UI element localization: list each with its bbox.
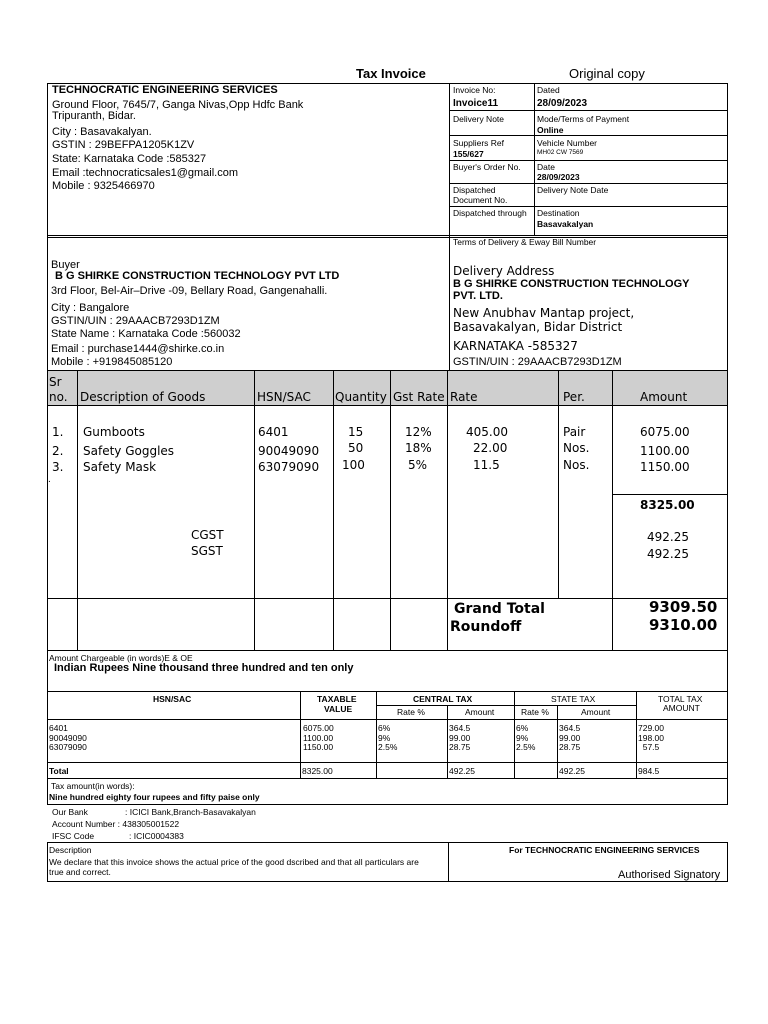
central-rate-header: Rate %: [397, 707, 425, 717]
tax-total-all: 984.5: [638, 766, 660, 776]
cgst-label: CGST: [191, 528, 224, 542]
state-rate-header: Rate %: [521, 707, 549, 717]
mode-label: Mode/Terms of Payment: [537, 114, 630, 124]
sgst-label: SGST: [191, 544, 223, 558]
dated-label: Dated: [537, 85, 560, 95]
item-2-gst: 18%: [405, 441, 432, 455]
mode-value: Online: [537, 125, 564, 135]
central-amount-header: Amount: [465, 707, 495, 717]
item-1-hsn: 6401: [258, 425, 289, 439]
item-2-rate: 22.00: [473, 441, 508, 455]
bank-label: Our Bank: [52, 807, 88, 817]
amount-words-label: Amount Chargeable (in words)E & OE: [49, 653, 193, 663]
declaration-line-2: true and correct.: [49, 867, 111, 877]
delivery-state: KARNATAKA -585327: [453, 339, 578, 353]
item-3-rate: 11.5: [473, 458, 500, 472]
seller-address-2: Tripuranth, Bidar.: [52, 110, 136, 122]
description-label: Description: [49, 845, 92, 855]
item-2-sr: 2.: [52, 444, 64, 458]
total-tax-header-2: AMOUNT: [663, 703, 700, 713]
invoice-no: Invoice11: [453, 98, 499, 109]
state-amount-header: Amount: [581, 707, 611, 717]
seller-gstin: GSTIN : 29BEFPA1205K1ZV: [52, 139, 195, 151]
header-per: Per.: [563, 390, 585, 404]
header-hsn: HSN/SAC: [257, 390, 311, 404]
grand-total: 9309.50: [649, 598, 718, 616]
buyer-state: State Name : Karnataka Code :560032: [51, 328, 241, 340]
delivery-line-2: Basavakalyan, Bidar District: [453, 320, 623, 334]
tax-total-label: Total: [49, 766, 69, 776]
tax-row-3-total: 57.5: [638, 742, 660, 752]
invoice-no-label: Invoice No:: [453, 85, 496, 95]
item-2-amount: 1100.00: [640, 444, 690, 458]
tax-row-2-c-rate: 9%: [378, 733, 391, 743]
vehicle-label: Vehicle Number: [537, 138, 598, 148]
tax-total-state: 492.25: [559, 766, 585, 776]
header-gst-rate: Gst Rate: [393, 390, 445, 404]
item-1-gst: 12%: [405, 425, 432, 439]
bank-account: Account Number : 438305001522: [52, 819, 180, 829]
tax-row-3-s-amt: 28.75: [559, 742, 581, 752]
suppliers-ref-label: Suppliers Ref: [453, 138, 505, 148]
tax-row-2-s-amt: 99.00: [559, 733, 581, 743]
item-3-sr: 3.: [52, 460, 64, 474]
item-1-per: Pair: [563, 425, 586, 439]
tax-row-1-s-rate: 6%: [516, 723, 529, 733]
delivery-note-label: Delivery Note: [453, 114, 505, 124]
vehicle-number: MH02 CW 7569: [537, 149, 584, 156]
buyer-address: 3rd Floor, Bel-Air–Drive -09, Bellary Road, Gangenahalli.: [51, 285, 328, 297]
item-3-desc: Safety Mask: [83, 460, 157, 474]
tax-row-3-s-rate: 2.5%: [516, 742, 536, 752]
terms-label: Terms of Delivery & Eway Bill Number: [453, 237, 597, 247]
delivery-note-date-label: Delivery Note Date: [537, 185, 609, 195]
document-title: Tax Invoice: [356, 66, 426, 81]
buyer-gstin: GSTIN/UIN : 29AAACB7293D1ZM: [51, 315, 220, 327]
dispatched-through-label: Dispatched through: [453, 208, 527, 218]
suppliers-ref: 155/627: [453, 149, 484, 159]
ifsc-label: IFSC Code: [52, 831, 95, 841]
destination-value: Basavakalyan: [537, 219, 594, 229]
tax-row-2-hsn: 90049090: [49, 733, 87, 743]
seller-city: City : Basavakalyan.: [52, 126, 152, 138]
destination-label: Destination: [537, 208, 580, 218]
header-amount: Amount: [640, 390, 688, 404]
items-table: [47, 370, 728, 651]
dispatched-doc-label-1: Dispatched: [453, 185, 496, 195]
declaration-line-1: We declare that this invoice shows the actual price of the good dscribed and that all particulars are: [49, 857, 419, 867]
tax-total-central: 492.25: [449, 766, 475, 776]
date-value: 28/09/2023: [537, 172, 580, 182]
roundoff-total: 9310.00: [649, 616, 718, 634]
tax-row-2-total: 198.00: [638, 733, 664, 743]
taxable-header-2: VALUE: [324, 704, 353, 714]
buyers-order-label: Buyer's Order No.: [453, 162, 521, 172]
header-rate: Rate: [450, 390, 478, 404]
dispatched-doc-label-2: Document No.: [453, 195, 508, 205]
tax-row-1-s-amt: 364.5: [559, 723, 581, 733]
cgst-amount: 492.25: [647, 530, 689, 544]
delivery-line-1: New Anubhav Mantap project,: [453, 306, 635, 320]
tax-hsn-header: HSN/SAC: [153, 694, 192, 704]
tax-row-3-c-rate: 2.5%: [378, 742, 398, 752]
buyer-name: B G SHIRKE CONSTRUCTION TECHNOLOGY PVT LTD: [55, 270, 340, 282]
item-1-rate: 405.00: [466, 425, 508, 439]
central-tax-header: CENTRAL TAX: [413, 694, 473, 704]
seller-state: State: Karnataka Code :585327: [52, 153, 207, 165]
item-3-per: Nos.: [563, 458, 590, 472]
seller-address-1: Ground Floor, 7645/7, Ganga Nivas,Opp Hdfc Bank: [52, 99, 304, 111]
item-3-hsn: 63079090: [258, 460, 320, 474]
authorised-signatory: Authorised Signatory: [618, 869, 721, 881]
tax-row-2-c-amt: 99.00: [449, 733, 471, 743]
delivery-name-2: PVT. LTD.: [453, 290, 503, 302]
item-3-amount: 1150.00: [640, 460, 690, 474]
delivery-label: Delivery Address: [453, 264, 555, 278]
item-1-sr: 1.: [52, 425, 64, 439]
buyer-mobile: Mobile : +919845085120: [51, 356, 173, 368]
tax-row-1-c-amt: 364.5: [449, 723, 471, 733]
dated-value: 28/09/2023: [537, 98, 588, 109]
tax-row-2-taxable: 1100.00: [303, 733, 334, 743]
seller-mobile: Mobile : 9325466970: [52, 180, 155, 192]
tax-words: Nine hundred eighty four rupees and fifty paise only: [49, 792, 260, 802]
amount-words: Indian Rupees Nine thousand three hundred and ten only: [54, 662, 354, 674]
total-tax-header-1: TOTAL TAX: [658, 694, 703, 704]
header-description: Description of Goods: [80, 390, 206, 404]
item-1-amount: 6075.00: [640, 425, 690, 439]
item-1-qty: 15: [348, 425, 364, 439]
stray-dot: .: [48, 474, 51, 485]
header-sr-2: no.: [49, 390, 68, 404]
item-2-qty: 50: [348, 441, 364, 455]
roundoff-label: Roundoff: [450, 619, 522, 635]
state-tax-header: STATE TAX: [551, 694, 596, 704]
taxable-header-1: TAXABLE: [317, 694, 357, 704]
seller-name: TECHNOCRATIC ENGINEERING SERVICES: [52, 84, 278, 96]
delivery-name-1: B G SHIRKE CONSTRUCTION TECHNOLOGY: [453, 278, 690, 290]
copy-label: Original copy: [569, 66, 645, 81]
item-2-per: Nos.: [563, 441, 590, 455]
tax-row-1-c-rate: 6%: [378, 723, 391, 733]
tax-row-3-c-amt: 28.75: [449, 742, 471, 752]
grand-total-label: Grand Total: [454, 601, 545, 617]
tax-row-1-taxable: 6075.00: [303, 723, 334, 733]
item-1-desc: Gumboots: [83, 425, 145, 439]
tax-row-1-hsn: 6401: [49, 723, 68, 733]
for-company: For TECHNOCRATIC ENGINEERING SERVICES: [509, 845, 700, 855]
sgst-amount: 492.25: [647, 547, 689, 561]
seller-email: Email :technocraticsales1@gmail.com: [52, 167, 239, 179]
item-3-gst: 5%: [408, 458, 428, 472]
buyer-city: City : Bangalore: [51, 302, 130, 314]
item-2-desc: Safety Goggles: [83, 444, 175, 458]
date-label: Date: [537, 162, 555, 172]
subtotal: 8325.00: [640, 498, 695, 512]
header-sr-1: Sr: [49, 375, 62, 389]
item-2-hsn: 90049090: [258, 444, 320, 458]
tax-row-3-taxable: 1150.00: [303, 742, 334, 752]
header-quantity: Quantity: [335, 390, 387, 404]
tax-row-2-s-rate: 9%: [516, 733, 529, 743]
tax-words-label: Tax amount(in words):: [51, 781, 135, 791]
buyer-email: Email : purchase1444@shirke.co.in: [51, 343, 225, 355]
delivery-gstin: GSTIN/UIN : 29AAACB7293D1ZM: [453, 356, 622, 368]
item-3-qty: 100: [342, 458, 365, 472]
tax-total-taxable: 8325.00: [302, 766, 333, 776]
ifsc-value: : ICIC0004383: [129, 831, 184, 841]
tax-row-1-total: 729.00: [638, 723, 664, 733]
buyer-label: Buyer: [51, 259, 80, 271]
tax-row-3-hsn: 63079090: [49, 742, 87, 752]
bank-value: : ICICI Bank,Branch-Basavakalyan: [125, 807, 256, 817]
